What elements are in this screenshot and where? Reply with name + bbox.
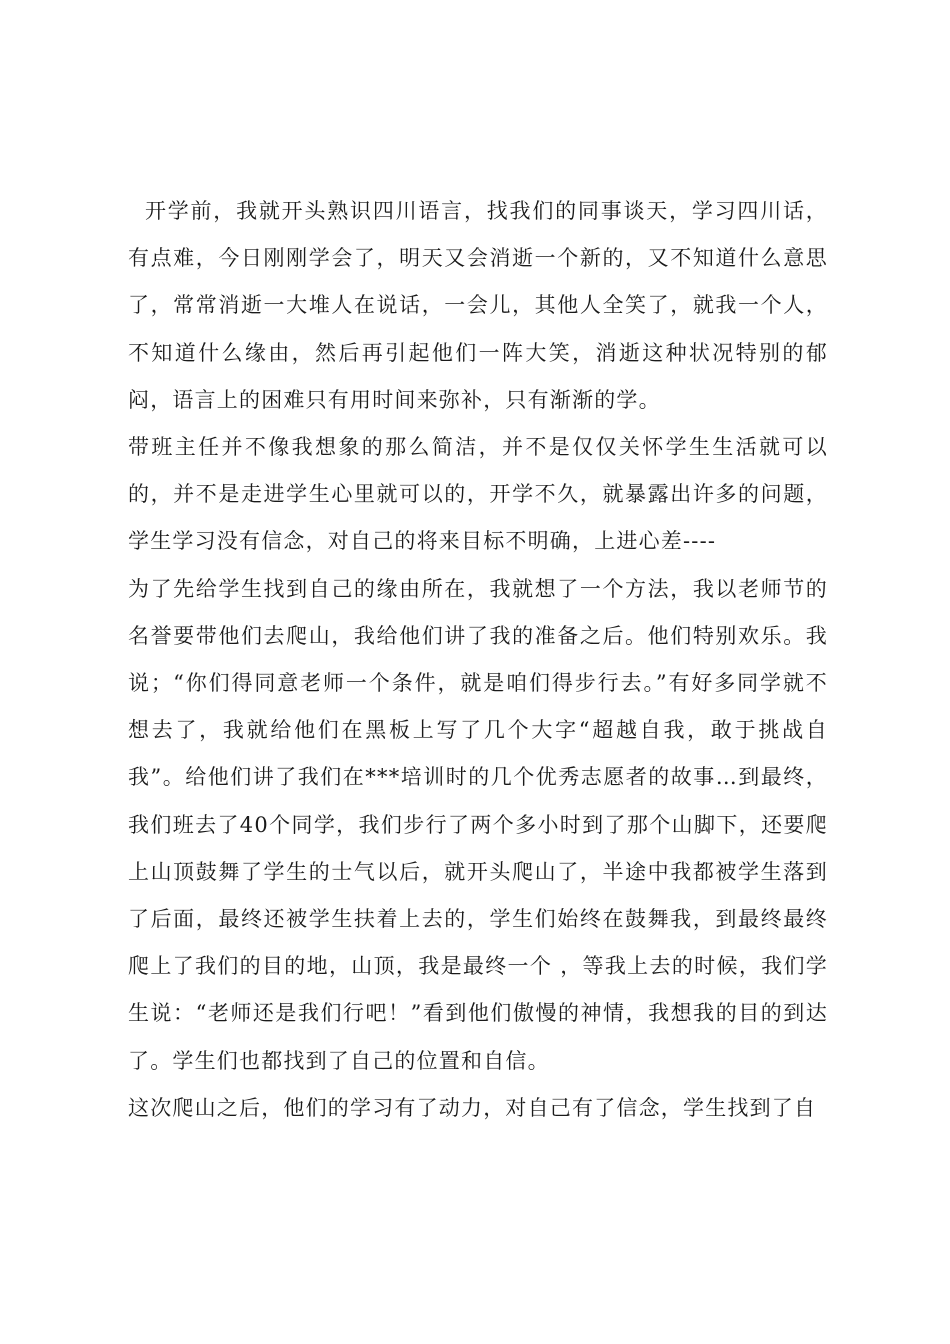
paragraph-sichuan-dialect: 开学前，我就开头熟识四川语言，找我们的同事谈天，学习四川话，有点难，今日刚刚学会了，明天又会消逝一个新的，又不知道什么意思了，常常消逝一大堆人在说话，一会儿，其他人全笑了，就我一个人，不知道什么缘由，然后再引起他们一阵大笑，消逝这种状况特别的郁闷，语言上的困难只有用时间来弥补，只有渐渐的学。	[128, 199, 828, 412]
paragraph-after-climb: 这次爬山之后，他们的学习有了动力，对自己有了信念，学生找到了自	[128, 1095, 817, 1120]
paragraph-mountain-climb: 为了先给学生找到自己的缘由所在，我就想了一个方法，我以老师节的名誉要带他们去爬山，我给他们讲了我的准备之后。他们特别欢乐。我说；“你们得同意老师一个条件，就是咱们得步行去。”有好多同学就不想去了，我就给他们在黑板上写了几个大字“超越自我，敢于挑战自我”。给他们讲了我们在***培训时的几个优秀志愿者的故事…到最终，我们班去了40个同学，我们步行了两个多小时到了那个山脚下，还要爬上山顶鼓舞了学生的士气以后，就开头爬山了，半途中我都被学生落到了后面，最终还被学生扶着上去的，学生们始终在鼓舞我，到最终最终爬上了我们的目的地，山顶，我是最终一个 ，等我上去的时候，我们学生说：“老师还是我们行吧！”看到他们傲慢的神情，我想我的目的到达了。学生们也都找到了自己的位置和自信。	[128, 576, 828, 1073]
paragraph-class-teacher: 带班主任并不像我想象的那么简洁，并不是仅仅关怀学生生活就可以的，并不是走进学生心里就可以的，开学不久，就暴露出许多的问题，学生学习没有信念，对自己的将来目标不明确，上进心差----	[128, 435, 828, 554]
document-body	[128, 188, 828, 1132]
